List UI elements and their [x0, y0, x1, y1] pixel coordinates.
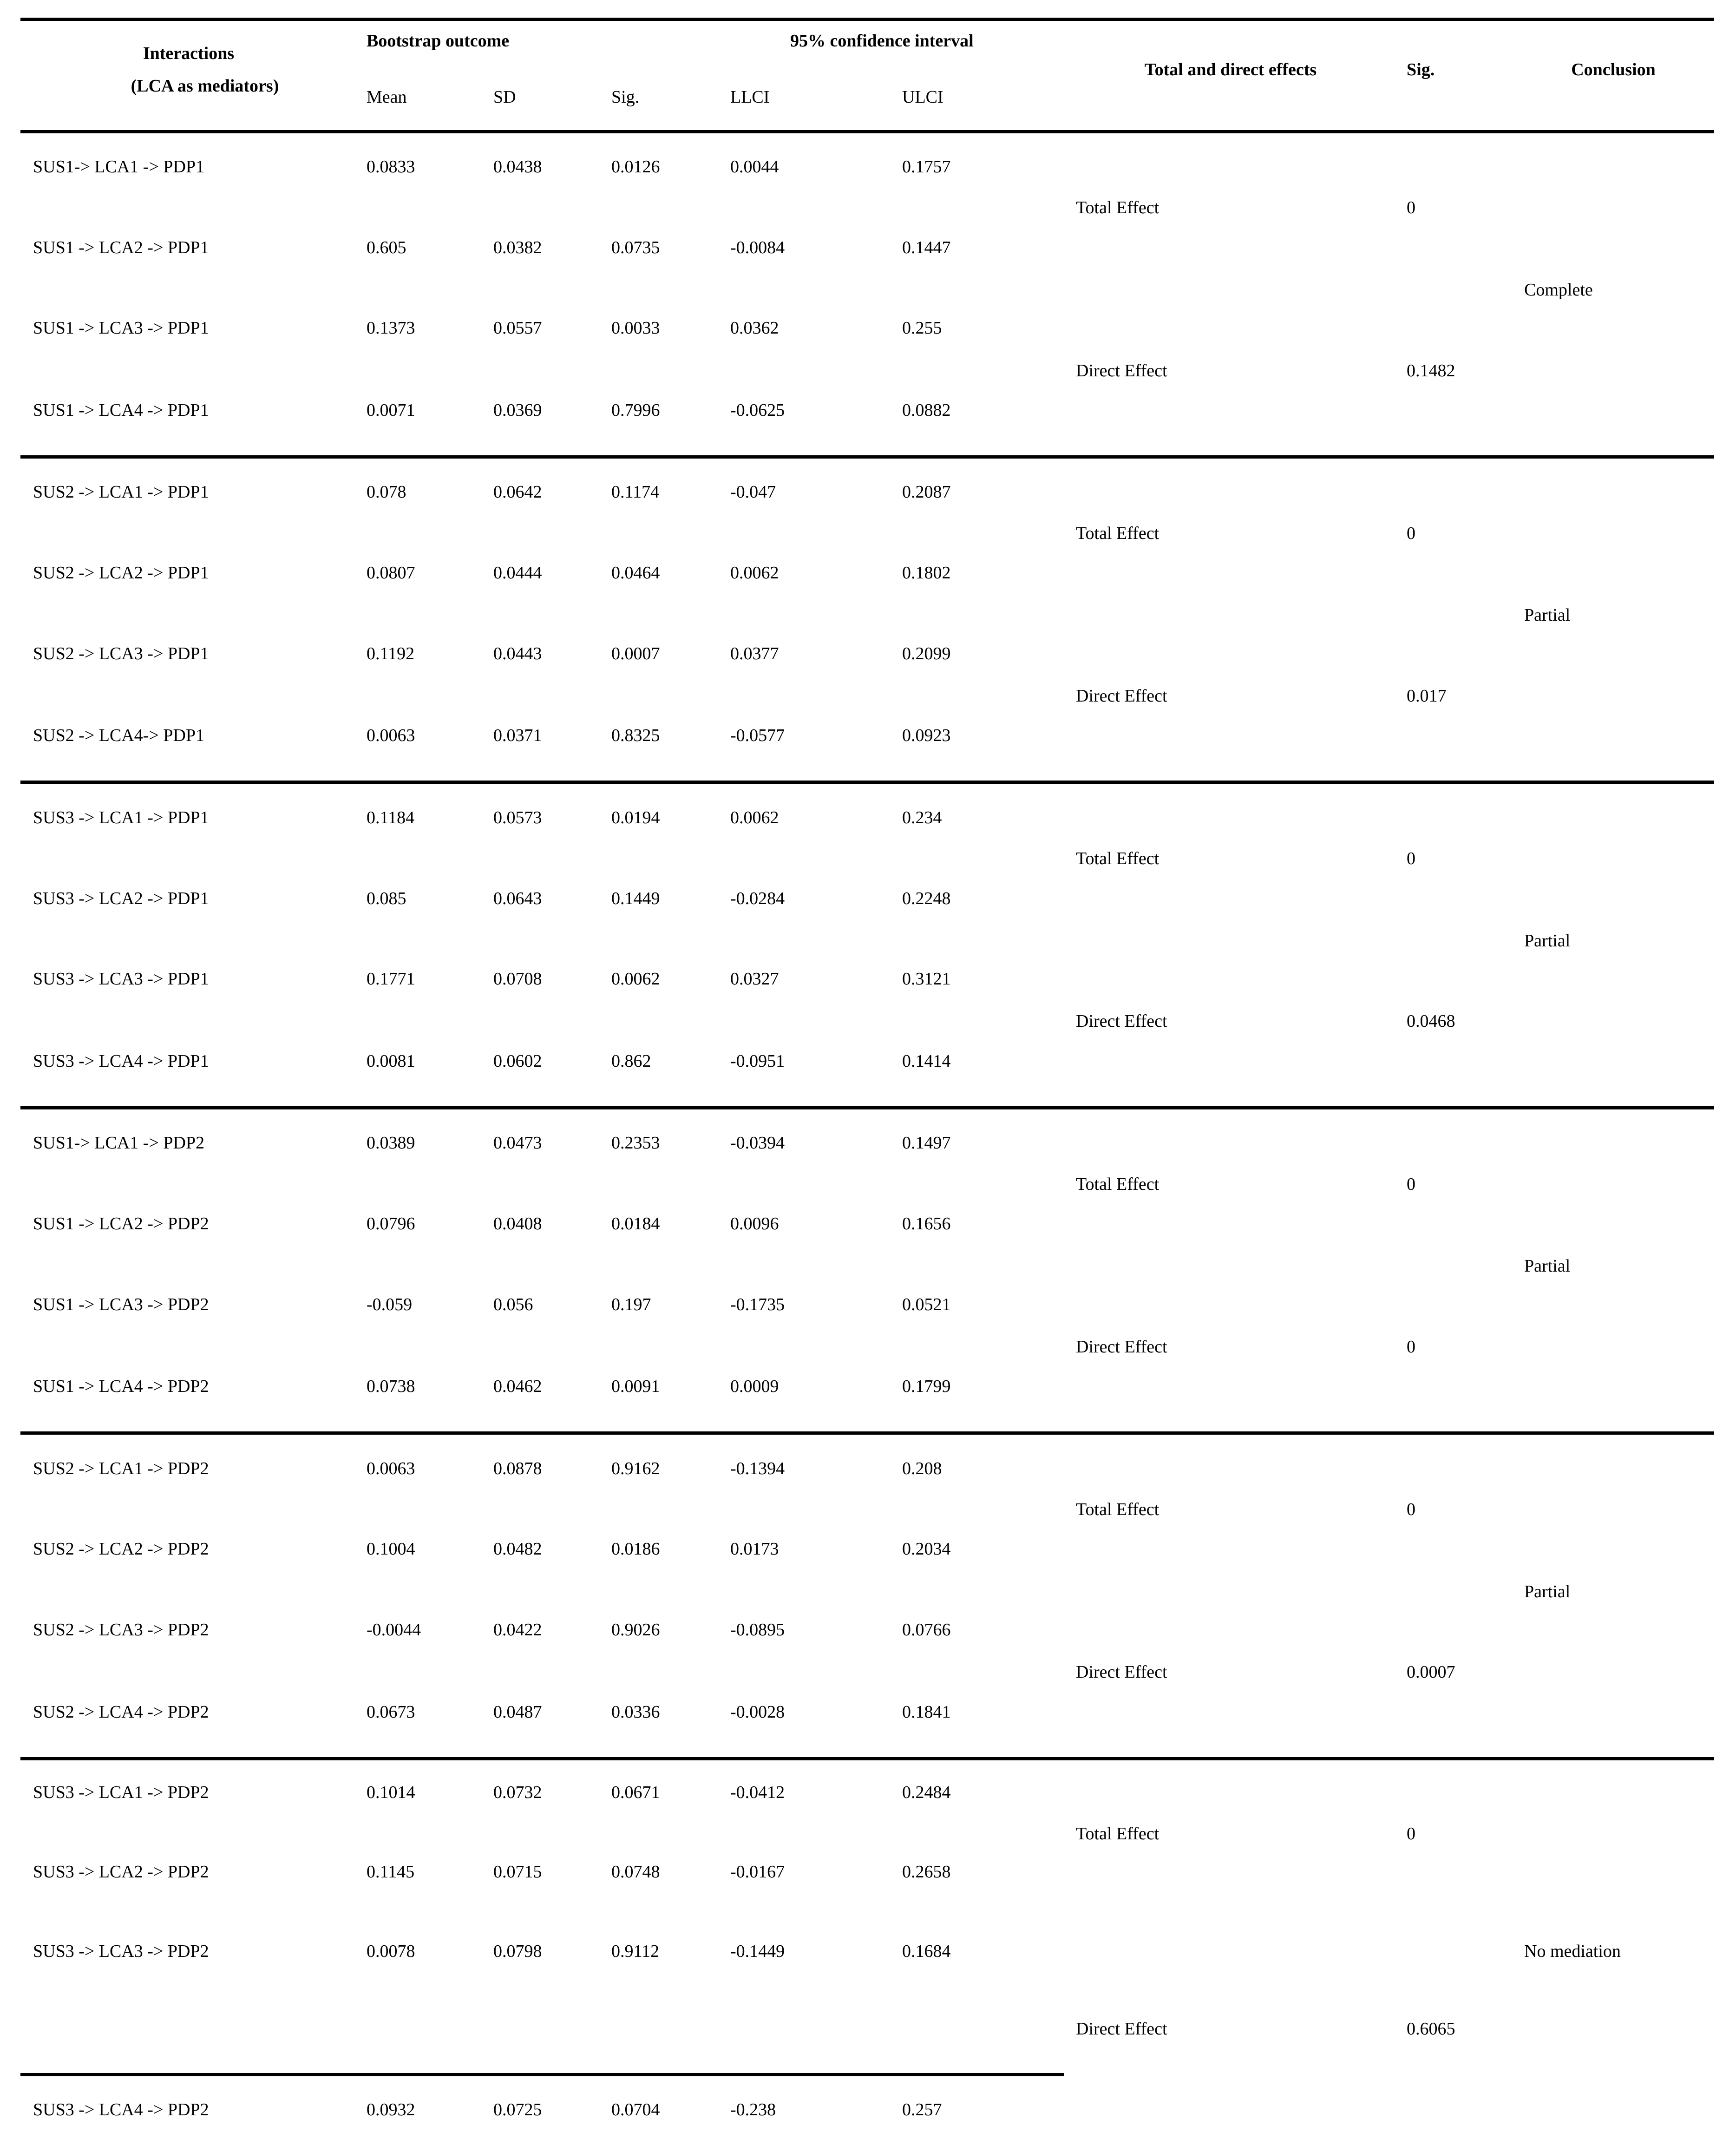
cell-interaction: SUS1 -> LCA4 -> PDP2 [33, 1377, 209, 1396]
total-effect-sig: 0 [1407, 524, 1415, 543]
cell-mean: 0.1192 [367, 644, 415, 663]
cell-ulci: 0.257 [902, 2100, 942, 2119]
cell-interaction: SUS1-> LCA1 -> PDP1 [33, 157, 205, 177]
cell-sd: 0.0438 [493, 157, 542, 177]
cell-llci: -0.1735 [730, 1295, 785, 1314]
header-llci: LLCI [730, 87, 770, 107]
cell-llci: 0.0362 [730, 318, 779, 338]
cell-ulci: 0.255 [902, 318, 942, 338]
cell-mean: 0.0807 [367, 563, 415, 583]
conclusion: Partial [1524, 1256, 1571, 1276]
cell-mean: 0.0389 [367, 1133, 415, 1153]
cell-ulci: 0.1841 [902, 1702, 951, 1722]
cell-mean: 0.0081 [367, 1051, 415, 1071]
cell-ulci: 0.1802 [902, 563, 951, 583]
cell-llci: -0.047 [730, 482, 776, 502]
cell-sd: 0.0708 [493, 969, 542, 989]
cell-sig: 0.0126 [611, 157, 660, 177]
conclusion: No mediation [1524, 1942, 1621, 1961]
cell-mean: 0.0932 [367, 2100, 415, 2119]
cell-mean: 0.0063 [367, 1459, 415, 1478]
table-rule [20, 18, 1714, 21]
cell-interaction: SUS3 -> LCA2 -> PDP2 [33, 1862, 209, 1882]
cell-interaction: SUS3 -> LCA1 -> PDP2 [33, 1783, 209, 1802]
table-rule [20, 1431, 1714, 1435]
table-rule [20, 1757, 1714, 1760]
cell-sig: 0.9162 [611, 1459, 660, 1478]
cell-sd: 0.0878 [493, 1459, 542, 1478]
table-rule [20, 1106, 1714, 1109]
table-rule [20, 2073, 1064, 2076]
direct-effect-label: Direct Effect [1076, 1337, 1167, 1357]
cell-mean: 0.0071 [367, 400, 415, 420]
cell-interaction: SUS3 -> LCA2 -> PDP1 [33, 889, 209, 908]
cell-llci: -0.0895 [730, 1620, 785, 1640]
header-sig: Sig. [611, 87, 640, 107]
conclusion: Partial [1524, 1582, 1571, 1601]
cell-sig: 0.7996 [611, 400, 660, 420]
cell-interaction: SUS2 -> LCA1 -> PDP1 [33, 482, 209, 502]
cell-mean: 0.1145 [367, 1862, 415, 1882]
cell-llci: -0.0084 [730, 238, 785, 257]
cell-sd: 0.0715 [493, 1862, 542, 1882]
cell-sd: 0.0473 [493, 1133, 542, 1153]
total-effect-label: Total Effect [1076, 1174, 1160, 1194]
cell-sd: 0.0557 [493, 318, 542, 338]
cell-llci: 0.0096 [730, 1214, 779, 1234]
cell-sd: 0.0642 [493, 482, 542, 502]
cell-mean: 0.0673 [367, 1702, 415, 1722]
direct-effect-sig: 0.1482 [1407, 361, 1455, 381]
cell-llci: -0.0028 [730, 1702, 785, 1722]
header-ulci: ULCI [902, 87, 943, 107]
total-effect-label: Total Effect [1076, 849, 1160, 868]
cell-llci: -0.0412 [730, 1783, 785, 1802]
cell-ulci: 0.2658 [902, 1862, 951, 1882]
header-mean: Mean [367, 87, 407, 107]
total-effect-sig: 0 [1407, 1174, 1415, 1194]
cell-sd: 0.056 [493, 1295, 533, 1314]
cell-sig: 0.0735 [611, 238, 660, 257]
cell-mean: 0.0063 [367, 726, 415, 745]
cell-mean: 0.0796 [367, 1214, 415, 1234]
cell-interaction: SUS2 -> LCA3 -> PDP1 [33, 644, 209, 663]
total-effect-sig: 0 [1407, 198, 1415, 217]
cell-sig: 0.8325 [611, 726, 660, 745]
cell-mean: 0.0078 [367, 1942, 415, 1961]
header-conclusion: Conclusion [1571, 60, 1656, 79]
cell-ulci: 0.0882 [902, 400, 951, 420]
cell-interaction: SUS1 -> LCA4 -> PDP1 [33, 400, 209, 420]
cell-interaction: SUS1 -> LCA3 -> PDP2 [33, 1295, 209, 1314]
cell-ulci: 0.0521 [902, 1295, 951, 1314]
cell-interaction: SUS1 -> LCA3 -> PDP1 [33, 318, 209, 338]
cell-sd: 0.0482 [493, 1539, 542, 1559]
cell-sig: 0.1174 [611, 482, 660, 502]
cell-llci: 0.0173 [730, 1539, 779, 1559]
header-interactions: Interactions [143, 44, 235, 63]
total-effect-label: Total Effect [1076, 524, 1160, 543]
cell-sig: 0.0007 [611, 644, 660, 663]
cell-llci: 0.0327 [730, 969, 779, 989]
cell-interaction: SUS1 -> LCA2 -> PDP2 [33, 1214, 209, 1234]
cell-ulci: 0.3121 [902, 969, 951, 989]
cell-mean: 0.1373 [367, 318, 415, 338]
cell-sd: 0.0462 [493, 1377, 542, 1396]
direct-effect-label: Direct Effect [1076, 1662, 1167, 1682]
cell-sd: 0.0725 [493, 2100, 542, 2119]
cell-llci: -0.0625 [730, 400, 785, 420]
cell-llci: -0.1394 [730, 1459, 785, 1478]
cell-llci: 0.0062 [730, 808, 779, 827]
cell-llci: -0.238 [730, 2100, 776, 2119]
cell-sig: 0.197 [611, 1295, 651, 1314]
cell-sig: 0.0091 [611, 1377, 660, 1396]
table-rule [20, 455, 1714, 459]
cell-mean: -0.059 [367, 1295, 413, 1314]
total-effect-sig: 0 [1407, 849, 1415, 868]
header-ci: 95% confidence interval [790, 31, 974, 51]
direct-effect-label: Direct Effect [1076, 2019, 1167, 2039]
cell-mean: 0.605 [367, 238, 406, 257]
cell-llci: 0.0377 [730, 644, 779, 663]
cell-mean: 0.0738 [367, 1377, 415, 1396]
cell-ulci: 0.2248 [902, 889, 951, 908]
cell-llci: -0.0577 [730, 726, 785, 745]
cell-sd: 0.0408 [493, 1214, 542, 1234]
cell-ulci: 0.1447 [902, 238, 951, 257]
cell-ulci: 0.2087 [902, 482, 951, 502]
direct-effect-sig: 0.017 [1407, 686, 1447, 706]
cell-sig: 0.2353 [611, 1133, 660, 1153]
direct-effect-sig: 0.0468 [1407, 1011, 1455, 1031]
cell-ulci: 0.1684 [902, 1942, 951, 1961]
cell-sig: 0.0336 [611, 1702, 660, 1722]
cell-interaction: SUS2 -> LCA3 -> PDP2 [33, 1620, 209, 1640]
total-effect-sig: 0 [1407, 1824, 1415, 1844]
cell-sig: 0.0062 [611, 969, 660, 989]
cell-ulci: 0.208 [902, 1459, 942, 1478]
cell-interaction: SUS3 -> LCA3 -> PDP2 [33, 1942, 209, 1961]
conclusion: Complete [1524, 280, 1593, 300]
cell-mean: 0.1014 [367, 1783, 415, 1802]
cell-sig: 0.0704 [611, 2100, 660, 2119]
header-bootstrap: Bootstrap outcome [367, 31, 510, 51]
cell-interaction: SUS2 -> LCA4 -> PDP2 [33, 1702, 209, 1722]
cell-interaction: SUS3 -> LCA4 -> PDP2 [33, 2100, 209, 2119]
cell-llci: -0.0394 [730, 1133, 785, 1153]
cell-interaction: SUS2 -> LCA4-> PDP1 [33, 726, 205, 745]
cell-mean: 0.1771 [367, 969, 415, 989]
header-interactions-sub: (LCA as mediators) [131, 76, 279, 96]
total-effect-label: Total Effect [1076, 198, 1160, 217]
cell-ulci: 0.1497 [902, 1133, 951, 1153]
cell-llci: -0.0951 [730, 1051, 785, 1071]
cell-sd: 0.0602 [493, 1051, 542, 1071]
cell-sd: 0.0422 [493, 1620, 542, 1640]
cell-ulci: 0.2099 [902, 644, 951, 663]
cell-sig: 0.862 [611, 1051, 651, 1071]
cell-sd: 0.0573 [493, 808, 542, 827]
cell-interaction: SUS1 -> LCA2 -> PDP1 [33, 238, 209, 257]
cell-sig: 0.0186 [611, 1539, 660, 1559]
cell-sig: 0.0033 [611, 318, 660, 338]
cell-ulci: 0.1414 [902, 1051, 951, 1071]
cell-sig: 0.9026 [611, 1620, 660, 1640]
cell-ulci: 0.0923 [902, 726, 951, 745]
cell-llci: -0.0284 [730, 889, 785, 908]
header-sd: SD [493, 87, 516, 107]
cell-sig: 0.0194 [611, 808, 660, 827]
cell-interaction: SUS2 -> LCA1 -> PDP2 [33, 1459, 209, 1478]
cell-ulci: 0.0766 [902, 1620, 951, 1640]
conclusion: Partial [1524, 931, 1571, 951]
cell-sd: 0.0369 [493, 400, 542, 420]
cell-llci: 0.0062 [730, 563, 779, 583]
cell-ulci: 0.1757 [902, 157, 951, 177]
total-effect-label: Total Effect [1076, 1824, 1160, 1844]
cell-ulci: 0.234 [902, 808, 942, 827]
cell-sd: 0.0732 [493, 1783, 542, 1802]
cell-sig: 0.0184 [611, 1214, 660, 1234]
conclusion: Partial [1524, 605, 1571, 625]
cell-mean: 0.085 [367, 889, 406, 908]
cell-interaction: SUS3 -> LCA1 -> PDP1 [33, 808, 209, 827]
cell-mean: 0.0833 [367, 157, 415, 177]
cell-sd: 0.0798 [493, 1942, 542, 1961]
table-rule [20, 130, 1714, 133]
cell-ulci: 0.2034 [902, 1539, 951, 1559]
cell-ulci: 0.1656 [902, 1214, 951, 1234]
cell-sig: 0.1449 [611, 889, 660, 908]
cell-llci: -0.0167 [730, 1862, 785, 1882]
cell-sd: 0.0371 [493, 726, 542, 745]
cell-sd: 0.0643 [493, 889, 542, 908]
cell-interaction: SUS1-> LCA1 -> PDP2 [33, 1133, 205, 1153]
cell-sd: 0.0487 [493, 1702, 542, 1722]
cell-sd: 0.0382 [493, 238, 542, 257]
cell-interaction: SUS2 -> LCA2 -> PDP2 [33, 1539, 209, 1559]
total-effect-sig: 0 [1407, 1500, 1415, 1519]
cell-ulci: 0.1799 [902, 1377, 951, 1396]
cell-sd: 0.0443 [493, 644, 542, 663]
cell-mean: 0.1004 [367, 1539, 415, 1559]
cell-sig: 0.9112 [611, 1942, 660, 1961]
direct-effect-label: Direct Effect [1076, 361, 1167, 381]
cell-sig: 0.0748 [611, 1862, 660, 1882]
cell-sd: 0.0444 [493, 563, 542, 583]
cell-sig: 0.0464 [611, 563, 660, 583]
direct-effect-label: Direct Effect [1076, 686, 1167, 706]
cell-llci: 0.0009 [730, 1377, 779, 1396]
cell-sig: 0.0671 [611, 1783, 660, 1802]
total-effect-label: Total Effect [1076, 1500, 1160, 1519]
header-sig2: Sig. [1407, 60, 1435, 79]
direct-effect-label: Direct Effect [1076, 1011, 1167, 1031]
cell-mean: 0.1184 [367, 808, 415, 827]
direct-effect-sig: 0 [1407, 1337, 1415, 1357]
header-effects: Total and direct effects [1144, 60, 1317, 79]
table-rule [20, 781, 1714, 784]
cell-mean: -0.0044 [367, 1620, 421, 1640]
cell-interaction: SUS2 -> LCA2 -> PDP1 [33, 563, 209, 583]
cell-llci: -0.1449 [730, 1942, 785, 1961]
cell-mean: 0.078 [367, 482, 406, 502]
cell-ulci: 0.2484 [902, 1783, 951, 1802]
direct-effect-sig: 0.0007 [1407, 1662, 1455, 1682]
cell-interaction: SUS3 -> LCA3 -> PDP1 [33, 969, 209, 989]
direct-effect-sig: 0.6065 [1407, 2019, 1455, 2039]
cell-interaction: SUS3 -> LCA4 -> PDP1 [33, 1051, 209, 1071]
cell-llci: 0.0044 [730, 157, 779, 177]
